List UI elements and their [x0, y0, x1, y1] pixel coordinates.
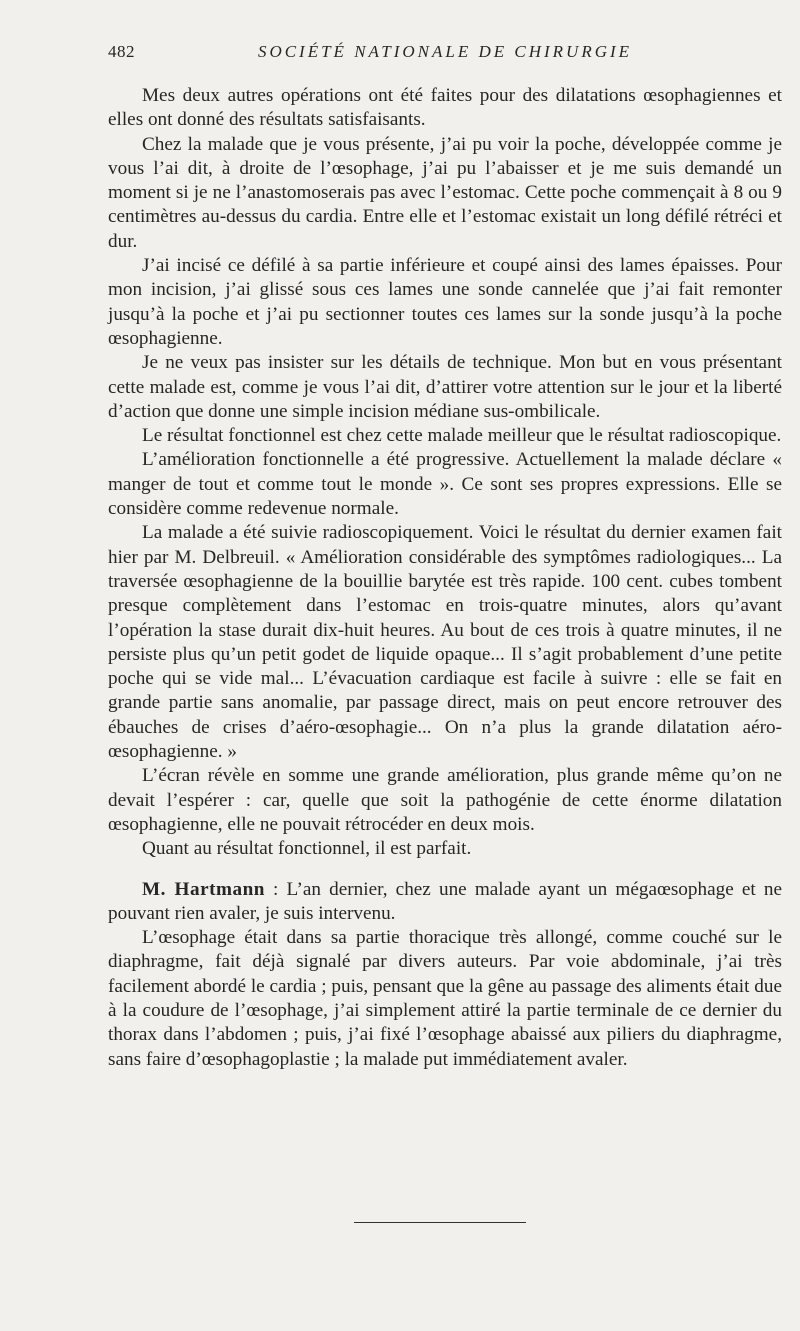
paragraph: Chez la malade que je vous présente, j’ai pu voir la poche, développée comme je vous l’ai dit, à droite de l’œsophage, j’ai pu l’abaisser et je me suis demandé un moment si je ne l’anastomoserais pas avec l’estomac. Cette poche commençait à 8 ou 9 centimètres au-dessus du cardia. Entre elle et l’estomac existait un long défilé rétréci et dur.	[108, 133, 782, 252]
discussion-opening	[108, 878, 782, 927]
paragraph: Quant au résultat fonctionnel, il est parfait.	[142, 838, 472, 860]
paragraph: Je ne veux pas insister sur les détails de technique. Mon but en vous présentant cette malade est, comme je vous l’ai dit, d’attirer votre attention sur le jour et la liberté d’action que donne une simple incision médiane sus-ombilicale.	[108, 352, 782, 422]
paragraph: Le résultat fonctionnel est chez cette malade meilleur que le résultat radioscopique.	[142, 425, 782, 447]
page-number: 482	[108, 42, 135, 61]
paragraph: Mes deux autres opérations ont été faites pour des dilatations œsophagiennes et elles ont donné des résultats satisfaisants.	[108, 85, 782, 131]
paragraph: L’amélioration fonctionnelle a été progressive. Actuellement la malade déclare « manger de tout et comme tout le monde ». Ce sont ses propres expressions. Elle se considère comme redevenue normale.	[108, 449, 782, 520]
paragraph: La malade a été suivie radioscopiquement. Voici le résultat du dernier examen fait hier par M. Delbreuil. « Amélioration considérable des symptômes radiologiques... La traversée œsophagienne de la bouillie barytée est très rapide. 100 cent. cubes tombent presque complètement dans l’estomac en trois-quatre minutes, alors qu’avant l’opération la stase durait dix-huit heures. Au bout de ces trois à quatre minutes, il ne persiste plus qu’un petit godet de liquide opaque... Il s’agit probablement d’une petite poche qui se vide mal... L’évacuation cardiaque est facile à suivre : elle se fait en grande partie sans anomalie, par passage direct, mais on peut encore retrouver des ébauches de crises d’aéro-œsophagie... On n’a plus la grande dilatation aéro-œsophagienne. »	[108, 522, 782, 763]
running-title: SOCIÉTÉ NATIONALE DE CHIRURGIE	[257, 42, 633, 61]
speaker-name: M. Hartmann	[142, 878, 265, 900]
paragraph: J’ai incisé ce défilé à sa partie inférieure et coupé ainsi des lames épaisses. Pour mon incision, j’ai glissé sous ces lames une sonde cannelée que j’ai fait remonter jusqu’à la poche et j’ai pu sectionner toutes ces lames sur la sonde jusqu’à la poche œsophagienne.	[108, 255, 782, 349]
article-body	[108, 84, 782, 1072]
discussion-paragraph: L’œsophage était dans sa partie thoracique très allongé, comme couché sur le diaphragme, fait déjà signalé par divers auteurs. Par voie abdominale, j’ai très facilement abordé le cardia ; puis, pensant que la gêne au passage des aliments était due à la coudure de l’œsophage, j’ai simplement attiré la partie terminale de ce dernier du thorax dans l’abdomen ; puis, j’ai fixé l’œsophage abaissé aux piliers du diaphragme, sans faire d’œsophagoplastie ; la malade put immédiatement avaler.	[108, 927, 782, 1070]
discussion-opening-text: : L’an dernier, chez une malade ayant un mégaœsophage et ne pouvant rien avaler, je suis intervenu.	[108, 878, 782, 924]
end-rule	[354, 1222, 526, 1223]
paragraph: L’écran révèle en somme une grande amélioration, plus grande même qu’on ne devait l’espérer : car, quelle que soit la pathogénie de cette énorme dilatation œsophagienne, elle ne pouvait rétrocéder en deux mois.	[108, 765, 782, 835]
page-header	[108, 42, 782, 70]
